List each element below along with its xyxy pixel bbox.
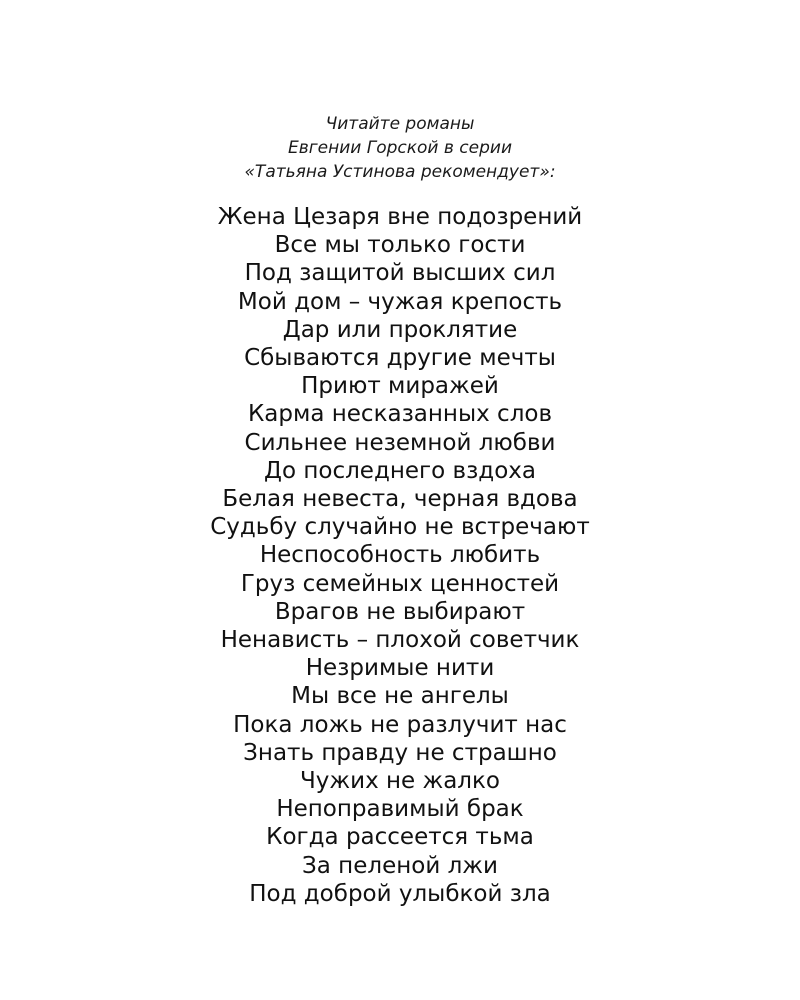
intro-line: «Татьяна Устинова рекомендует»: xyxy=(244,162,556,182)
intro-line: Евгении Горской в серии xyxy=(287,138,512,158)
book-title: Карма несказанных слов xyxy=(247,401,553,428)
intro-line: Читайте романы xyxy=(325,114,475,134)
series-intro xyxy=(0,112,800,184)
book-title: Когда рассеется тьма xyxy=(266,824,534,851)
book-title: Приют миражей xyxy=(301,373,499,400)
book-title: Непоправимый брак xyxy=(276,796,524,823)
book-title: Все мы только гости xyxy=(274,232,526,259)
book-title: Неспособность любить xyxy=(259,542,541,569)
book-title: Белая невеста, черная вдова xyxy=(222,486,578,513)
book-title: Под доброй улыбкой зла xyxy=(249,880,551,907)
book-title: Врагов не выбирают xyxy=(274,598,526,625)
book-title: Сильнее неземной любви xyxy=(244,429,556,456)
book-title: Знать правду не страшно xyxy=(243,739,557,766)
book-title: Незримые нити xyxy=(305,655,495,682)
book-title: Судьбу случайно не встречают xyxy=(210,514,590,541)
book-title: Сбываются другие мечты xyxy=(244,345,556,372)
book-title: Груз семейных ценностей xyxy=(240,570,560,597)
book-title: Мой дом – чужая крепость xyxy=(237,288,563,315)
book-title: Жена Цезаря вне подозрений xyxy=(217,204,583,230)
book-title-list xyxy=(0,203,800,908)
book-title: До последнего вздоха xyxy=(264,457,536,484)
book-title: Мы все не ангелы xyxy=(291,683,509,710)
book-title: Ненависть – плохой советчик xyxy=(220,627,580,654)
book-title: Под защитой высших сил xyxy=(244,260,556,287)
book-title: Пока ложь не разлучит нас xyxy=(233,711,567,738)
book-title: Дар или проклятие xyxy=(282,316,518,343)
book-title: За пеленой лжи xyxy=(302,852,498,879)
book-title: Чужих не жалко xyxy=(300,768,500,795)
